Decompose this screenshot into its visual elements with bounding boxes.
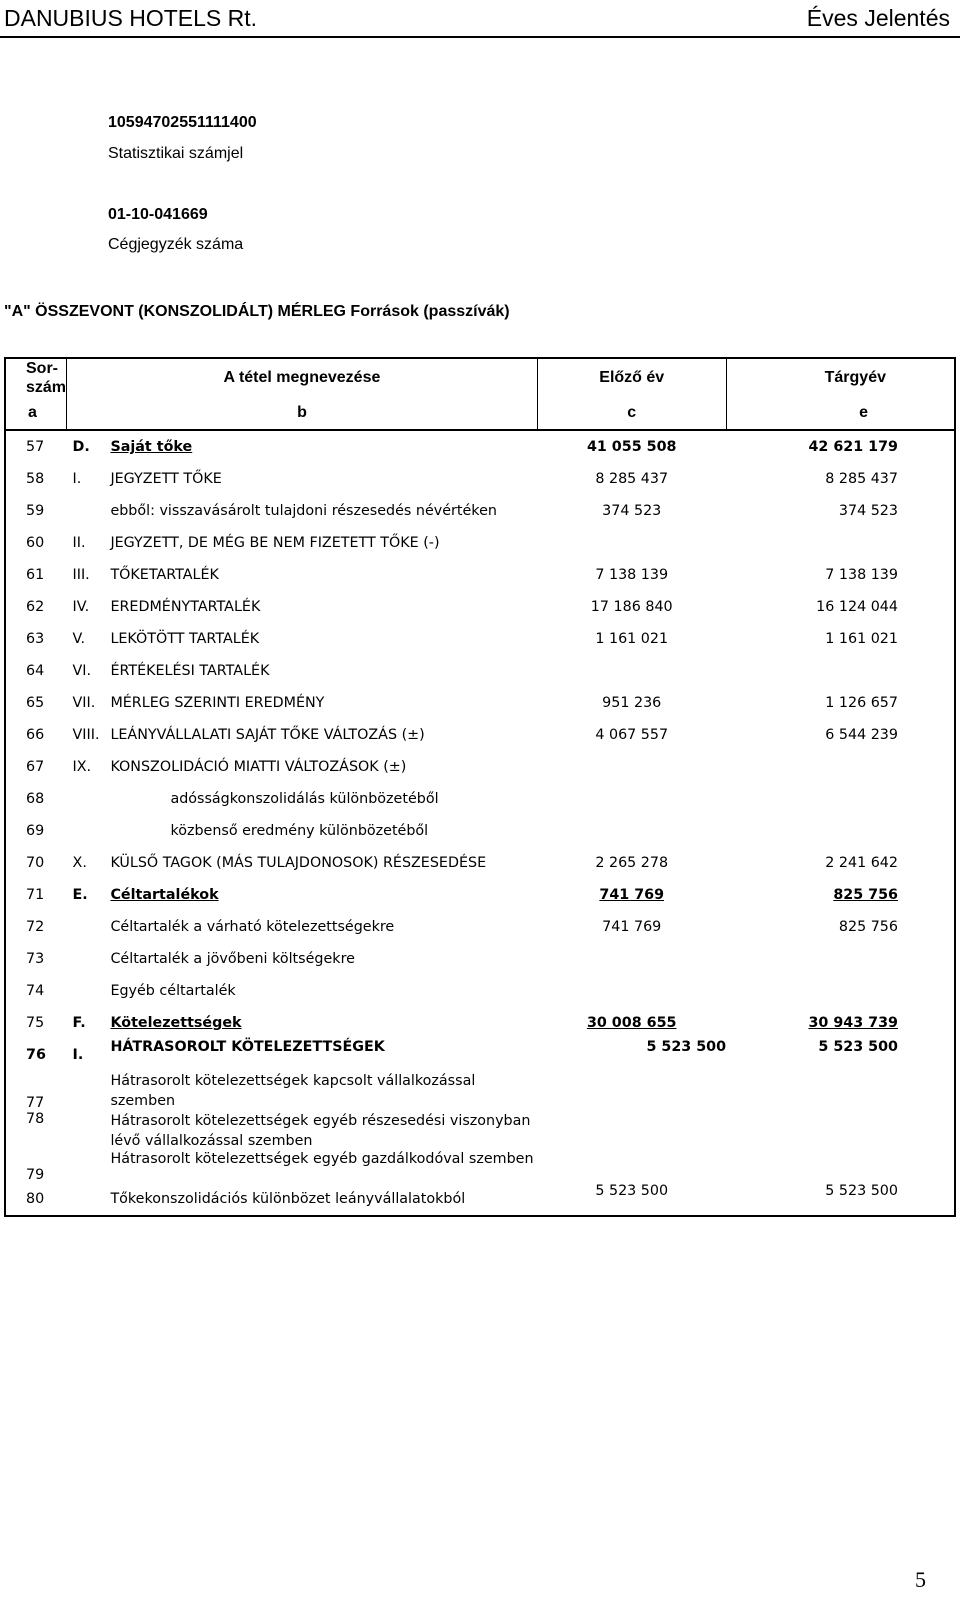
table-row — [5, 719, 955, 751]
row-prev-value — [537, 879, 726, 911]
row-number — [5, 1111, 67, 1151]
row-name-text: HÁTRASOROLT KÖTELEZETTSÉGEK — [110, 1039, 385, 1055]
row-roman-text: X. — [72, 855, 87, 871]
row-curr-value-text: 30 943 739 — [808, 1015, 898, 1031]
row-roman-text: V. — [72, 631, 86, 647]
row-prev-value — [537, 1007, 726, 1039]
row-roman — [67, 495, 107, 527]
row-number — [5, 783, 67, 815]
row-curr-value-text: 825 756 — [833, 887, 898, 903]
row-roman — [67, 559, 107, 591]
row-number — [5, 527, 67, 559]
row-name-text: Tőkekonszolidációs különbözet leányvállalatokból — [110, 1191, 466, 1207]
row-number — [5, 975, 67, 1007]
letter-e: e — [726, 397, 955, 430]
row-number-text: 59 — [26, 503, 45, 519]
row-prev-value-text: 8 285 437 — [595, 471, 669, 487]
row-curr-value-text: 7 138 139 — [825, 567, 898, 583]
row-roman-text: VI. — [72, 663, 92, 679]
row-roman-text: VIII. — [72, 727, 100, 743]
row-roman — [67, 1151, 107, 1183]
row-roman — [67, 687, 107, 719]
row-name — [106, 1039, 537, 1071]
row-number — [5, 911, 67, 943]
row-number — [5, 847, 67, 879]
table-row — [5, 1039, 955, 1071]
row-prev-value — [537, 975, 726, 1007]
company-name: DANUBIUS HOTELS Rt. — [4, 5, 258, 31]
row-prev-value-text: 1 161 021 — [595, 631, 669, 647]
row-prev-value — [537, 430, 726, 463]
row-name — [106, 430, 537, 463]
row-roman — [67, 783, 107, 815]
row-name-text: Hátrasorolt kötelezettségek egyéb részesedési viszonyban lévő vállalkozással szemben — [110, 1113, 531, 1149]
row-prev-value-text: 5 523 500 — [646, 1039, 727, 1055]
row-name-text: Céltartalék a várható kötelezettségekre — [110, 919, 395, 935]
letter-c: c — [537, 397, 726, 430]
row-roman-text: F. — [72, 1015, 86, 1031]
row-number — [5, 943, 67, 975]
row-roman — [67, 591, 107, 623]
row-number-text: 79 — [26, 1167, 45, 1183]
row-name — [106, 975, 537, 1007]
row-number — [5, 1151, 67, 1183]
row-prev-value-text: 951 236 — [602, 695, 662, 711]
row-prev-value — [537, 815, 726, 847]
row-roman-text: D. — [72, 439, 90, 455]
stat-label: Statisztikai számjel — [108, 145, 244, 162]
row-number-text: 69 — [26, 823, 45, 839]
row-name — [106, 1183, 537, 1216]
row-name — [106, 751, 537, 783]
row-prev-value-text: 5 523 500 — [595, 1183, 669, 1199]
row-name — [106, 943, 537, 975]
col-header-prev: Előző év — [537, 358, 726, 397]
row-name — [106, 623, 537, 655]
row-curr-value-text: 374 523 — [838, 503, 898, 519]
row-name-text: Céltartalékok — [110, 887, 219, 903]
row-roman-text: IX. — [72, 759, 92, 775]
table-row — [5, 655, 955, 687]
col-header-name: A tétel megnevezése — [67, 358, 538, 397]
row-name-text: Céltartalék a jövőbeni költségekre — [110, 951, 355, 967]
row-roman-text: VII. — [72, 695, 96, 711]
page-header — [0, 0, 960, 38]
row-curr-value-text: 5 523 500 — [818, 1039, 898, 1055]
row-number-text: 78 — [26, 1111, 45, 1127]
row-roman-text: I. — [72, 471, 82, 487]
row-name — [106, 815, 537, 847]
row-name-text: adósságkonszolidálás különbözetéből — [170, 791, 439, 807]
row-curr-value-text: 2 241 642 — [825, 855, 898, 871]
row-curr-value — [726, 1039, 955, 1071]
row-curr-value — [726, 687, 955, 719]
table-row — [5, 623, 955, 655]
row-roman — [67, 943, 107, 975]
row-curr-value-text: 1 161 021 — [825, 631, 898, 647]
row-curr-value-text: 1 126 657 — [825, 695, 898, 711]
row-roman — [67, 623, 107, 655]
row-roman — [67, 847, 107, 879]
row-number — [5, 815, 67, 847]
table-row — [5, 559, 955, 591]
table-row — [5, 847, 955, 879]
row-number-text: 76 — [26, 1047, 46, 1063]
table-row — [5, 1111, 955, 1151]
row-roman-text: I. — [72, 1047, 84, 1063]
table-row — [5, 430, 955, 463]
row-prev-value-text: 4 067 557 — [595, 727, 669, 743]
row-prev-value — [537, 687, 726, 719]
table-row — [5, 463, 955, 495]
row-roman — [67, 1071, 107, 1111]
row-prev-value — [537, 1039, 726, 1071]
row-number-text: 65 — [26, 695, 45, 711]
row-name — [106, 1111, 537, 1151]
row-name-text: MÉRLEG SZERINTI EREDMÉNY — [110, 695, 325, 711]
row-number-text: 70 — [26, 855, 45, 871]
row-prev-value-text: 741 769 — [599, 887, 665, 903]
row-name — [106, 463, 537, 495]
row-number-text: 60 — [26, 535, 45, 551]
table-row — [5, 591, 955, 623]
page-number: 5 — [915, 1567, 926, 1592]
row-name — [106, 655, 537, 687]
row-curr-value-text: 6 544 239 — [825, 727, 898, 743]
row-roman — [67, 1183, 107, 1216]
row-name — [106, 527, 537, 559]
row-prev-value — [537, 911, 726, 943]
row-prev-value — [537, 559, 726, 591]
row-curr-value — [726, 1183, 955, 1216]
row-name — [106, 1071, 537, 1111]
row-number-text: 77 — [26, 1095, 45, 1111]
row-number-text: 75 — [26, 1015, 45, 1031]
row-roman-text: III. — [72, 567, 90, 583]
row-curr-value — [726, 591, 955, 623]
row-name-text: Hátrasorolt kötelezettségek kapcsolt vállalkozással szemben — [110, 1073, 476, 1109]
row-roman — [67, 1111, 107, 1151]
row-roman — [67, 1007, 107, 1039]
row-name-text: Kötelezettségek — [110, 1015, 242, 1031]
row-prev-value-text: 41 055 508 — [586, 439, 677, 455]
row-roman — [67, 751, 107, 783]
row-name-text: EREDMÉNYTARTALÉK — [110, 599, 261, 615]
row-roman — [67, 975, 107, 1007]
table-row — [5, 975, 955, 1007]
row-curr-value-text: 8 285 437 — [825, 471, 898, 487]
row-curr-value-text: 825 756 — [838, 919, 898, 935]
row-curr-value — [726, 1151, 955, 1183]
row-name — [106, 1151, 537, 1183]
row-prev-value — [537, 719, 726, 751]
row-curr-value — [726, 655, 955, 687]
row-number — [5, 463, 67, 495]
row-curr-value — [726, 751, 955, 783]
row-prev-value — [537, 1183, 726, 1216]
row-name — [106, 879, 537, 911]
row-number-text: 72 — [26, 919, 45, 935]
table-letter-row — [5, 397, 955, 430]
stat-code: 10594702551111400 — [108, 114, 257, 131]
row-curr-value — [726, 783, 955, 815]
row-prev-value-text: 374 523 — [602, 503, 662, 519]
row-name-text: Saját tőke — [110, 439, 193, 455]
row-prev-value — [537, 783, 726, 815]
row-name-text: Hátrasorolt kötelezettségek egyéb gazdálkodóval szemben — [110, 1151, 534, 1167]
table-row — [5, 1071, 955, 1111]
table-row — [5, 1183, 955, 1216]
row-curr-value — [726, 463, 955, 495]
row-number — [5, 559, 67, 591]
row-curr-value — [726, 943, 955, 975]
row-prev-value — [537, 1111, 726, 1151]
table-row — [5, 1151, 955, 1183]
table-row — [5, 495, 955, 527]
row-prev-value — [537, 943, 726, 975]
row-number-text: 67 — [26, 759, 45, 775]
row-name-text: KÜLSŐ TAGOK (MÁS TULAJDONOSOK) RÉSZESEDÉSE — [110, 855, 487, 871]
row-curr-value — [726, 815, 955, 847]
row-name — [106, 591, 537, 623]
table-header-row — [5, 358, 955, 397]
row-number-text: 58 — [26, 471, 45, 487]
row-number — [5, 495, 67, 527]
row-number-text: 71 — [26, 887, 45, 903]
row-curr-value — [726, 719, 955, 751]
row-number-text: 74 — [26, 983, 45, 999]
row-roman-text: E. — [72, 887, 88, 903]
row-name — [106, 719, 537, 751]
row-curr-value-text: 42 621 179 — [808, 439, 898, 455]
row-roman — [67, 463, 107, 495]
row-prev-value-text: 7 138 139 — [595, 567, 669, 583]
row-name — [106, 847, 537, 879]
row-number — [5, 1071, 67, 1111]
row-roman — [67, 719, 107, 751]
row-curr-value-text: 16 124 044 — [816, 599, 898, 615]
row-number — [5, 1183, 67, 1216]
row-prev-value — [537, 591, 726, 623]
row-curr-value — [726, 1071, 955, 1111]
row-name-text: LEKÖTÖTT TARTALÉK — [110, 631, 260, 647]
row-name-text: JEGYZETT, DE MÉG BE NEM FIZETETT TŐKE (-) — [110, 535, 440, 551]
row-name — [106, 495, 537, 527]
row-prev-value — [537, 623, 726, 655]
row-name-text: LEÁNYVÁLLALATI SAJÁT TŐKE VÁLTOZÁS (±) — [110, 727, 425, 743]
row-number-text: 57 — [26, 439, 45, 455]
table-row — [5, 943, 955, 975]
row-roman — [67, 911, 107, 943]
row-number — [5, 623, 67, 655]
row-number — [5, 655, 67, 687]
row-curr-value-text: 5 523 500 — [825, 1183, 898, 1199]
row-roman — [67, 527, 107, 559]
row-name — [106, 1007, 537, 1039]
row-number-text: 80 — [26, 1191, 45, 1207]
row-number — [5, 687, 67, 719]
row-prev-value — [537, 495, 726, 527]
row-roman — [67, 430, 107, 463]
col-header-curr: Tárgyév — [726, 358, 955, 397]
row-number-text: 66 — [26, 727, 45, 743]
row-roman-text: II. — [72, 535, 86, 551]
row-prev-value-text: 2 265 278 — [595, 855, 669, 871]
row-name — [106, 559, 537, 591]
row-roman — [67, 815, 107, 847]
row-name-text: TŐKETARTALÉK — [110, 567, 219, 583]
row-curr-value — [726, 847, 955, 879]
row-name-text: ebből: visszavásárolt tulajdoni részesedés névértéken — [110, 503, 497, 519]
table-row — [5, 751, 955, 783]
row-name-text: ÉRTÉKELÉSI TARTALÉK — [110, 663, 270, 679]
balance-table — [4, 357, 956, 1217]
row-curr-value — [726, 975, 955, 1007]
row-curr-value — [726, 911, 955, 943]
row-curr-value — [726, 527, 955, 559]
row-name-text: Egyéb céltartalék — [110, 983, 236, 999]
row-roman — [67, 879, 107, 911]
page-title: "A" ÖSSZEVONT (KONSZOLIDÁLT) MÉRLEG Források (passzívák) — [4, 303, 510, 320]
row-curr-value — [726, 495, 955, 527]
row-number — [5, 719, 67, 751]
table-row — [5, 1007, 955, 1039]
row-curr-value — [726, 879, 955, 911]
header-divider — [0, 36, 960, 38]
row-name — [106, 911, 537, 943]
row-curr-value — [726, 1111, 955, 1151]
row-name — [106, 687, 537, 719]
row-number-text: 61 — [26, 567, 45, 583]
row-roman — [67, 655, 107, 687]
row-number — [5, 1039, 67, 1071]
row-number — [5, 430, 67, 463]
table-row — [5, 879, 955, 911]
row-curr-value — [726, 623, 955, 655]
reg-label: Cégjegyzék száma — [108, 236, 244, 253]
row-prev-value — [537, 847, 726, 879]
table-row — [5, 687, 955, 719]
row-prev-value — [537, 1151, 726, 1183]
row-prev-value — [537, 1071, 726, 1111]
col-header-num: Sor- szám — [5, 358, 67, 397]
row-number-text: 68 — [26, 791, 45, 807]
reg-number: 01-10-041669 — [108, 206, 208, 223]
row-number — [5, 1007, 67, 1039]
row-name — [106, 783, 537, 815]
row-prev-value-text: 17 186 840 — [590, 599, 673, 615]
row-number — [5, 591, 67, 623]
row-prev-value — [537, 527, 726, 559]
table-row — [5, 783, 955, 815]
table-row — [5, 815, 955, 847]
row-name-text: JEGYZETT TŐKE — [110, 471, 222, 487]
letter-a: a — [5, 397, 67, 430]
row-number — [5, 751, 67, 783]
row-roman — [67, 1039, 107, 1071]
row-prev-value-text: 30 008 655 — [586, 1015, 677, 1031]
row-number-text: 73 — [26, 951, 45, 967]
row-prev-value — [537, 655, 726, 687]
row-name-text: KONSZOLIDÁCIÓ MIATTI VÁLTOZÁSOK (±) — [110, 759, 407, 775]
row-prev-value-text: 741 769 — [602, 919, 662, 935]
row-curr-value — [726, 1007, 955, 1039]
row-number-text: 63 — [26, 631, 45, 647]
row-name-text: közbenső eredmény különbözetéből — [170, 823, 429, 839]
row-prev-value — [537, 751, 726, 783]
row-roman-text: IV. — [72, 599, 90, 615]
table-row — [5, 527, 955, 559]
row-number-text: 64 — [26, 663, 45, 679]
row-curr-value — [726, 430, 955, 463]
table-row — [5, 911, 955, 943]
report-name: Éves Jelentés — [806, 5, 950, 31]
row-number-text: 62 — [26, 599, 45, 615]
letter-b: b — [67, 397, 538, 430]
row-number — [5, 879, 67, 911]
row-prev-value — [537, 463, 726, 495]
row-curr-value — [726, 559, 955, 591]
